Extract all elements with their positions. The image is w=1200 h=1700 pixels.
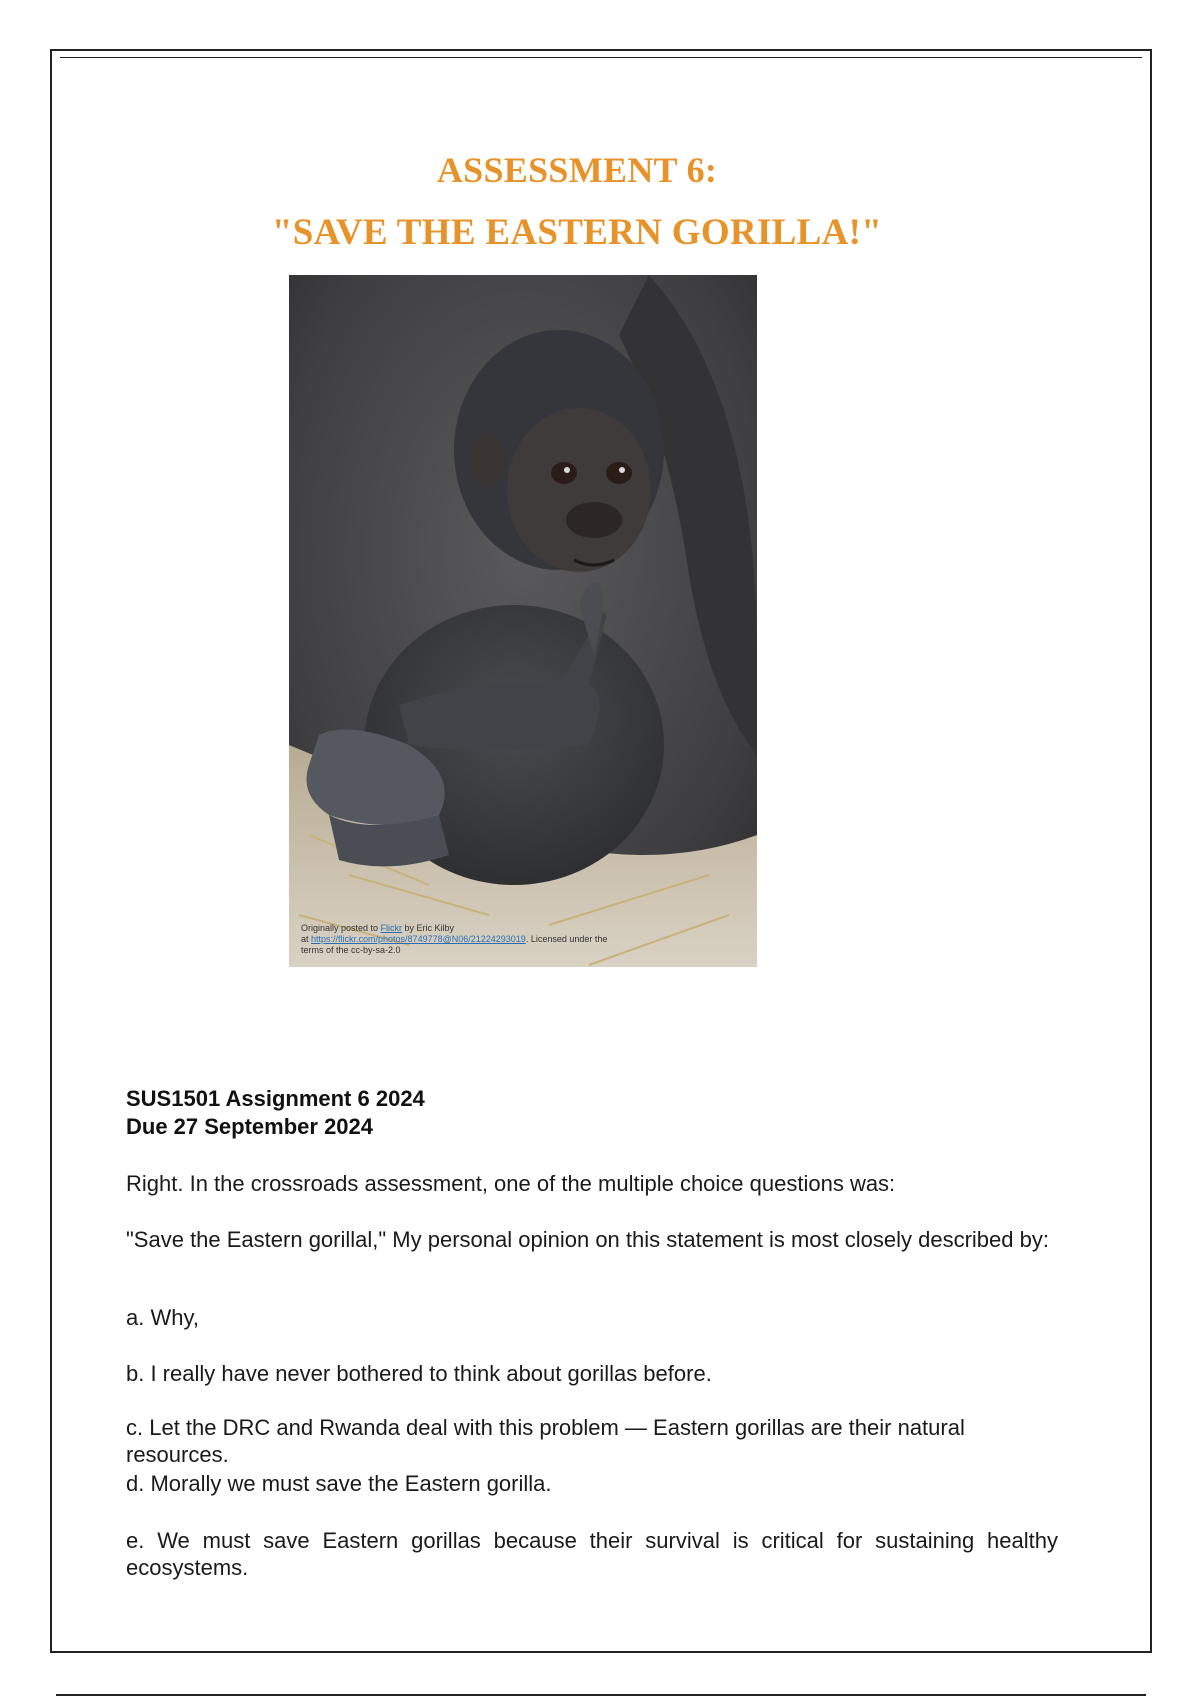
photo-url-link[interactable]: https://flickr.com/photos/8749778@N06/21224293019	[311, 934, 526, 944]
question-paragraph: "Save the Eastern gorillal," My personal opinion on this statement is most closely described by:	[126, 1227, 1049, 1252]
option-e: e. We must save Eastern gorillas because their survival is critical for sustaining healthy ecosystems.	[126, 1528, 1058, 1580]
gorilla-photo	[289, 275, 757, 967]
bottom-divider	[56, 1694, 1146, 1696]
option-b: b. I really have never bothered to think about gorillas before.	[126, 1361, 712, 1386]
credit-license: . Licensed under the	[525, 934, 608, 944]
assignment-code: SUS1501 Assignment 6 2024	[126, 1086, 425, 1111]
assessment-title: ASSESSMENT 6:	[436, 150, 718, 190]
credit-at: at	[301, 934, 312, 944]
photo-credit	[301, 923, 741, 956]
credit-terms: terms of the cc-by-sa-2.0	[301, 945, 401, 955]
assignment-heading	[126, 1085, 425, 1141]
gorilla-illustration	[289, 275, 757, 967]
option-a: a. Why,	[126, 1305, 199, 1330]
due-date: Due 27 September 2024	[126, 1114, 374, 1139]
assessment-subtitle: "SAVE THE EASTERN GORILLA!"	[271, 212, 883, 253]
credit-author: by Eric Kilby	[402, 923, 455, 933]
top-divider	[60, 57, 1142, 58]
page-border	[50, 49, 1152, 1653]
option-d: d. Morally we must save the Eastern gorilla.	[126, 1471, 552, 1496]
intro-paragraph: Right. In the crossroads assessment, one of the multiple choice questions was:	[126, 1171, 896, 1196]
option-c: c. Let the DRC and Rwanda deal with this problem — Eastern gorillas are their natural resources.	[126, 1415, 965, 1467]
flickr-link[interactable]: Flickr	[380, 923, 403, 933]
credit-text: Originally posted to	[301, 923, 381, 933]
